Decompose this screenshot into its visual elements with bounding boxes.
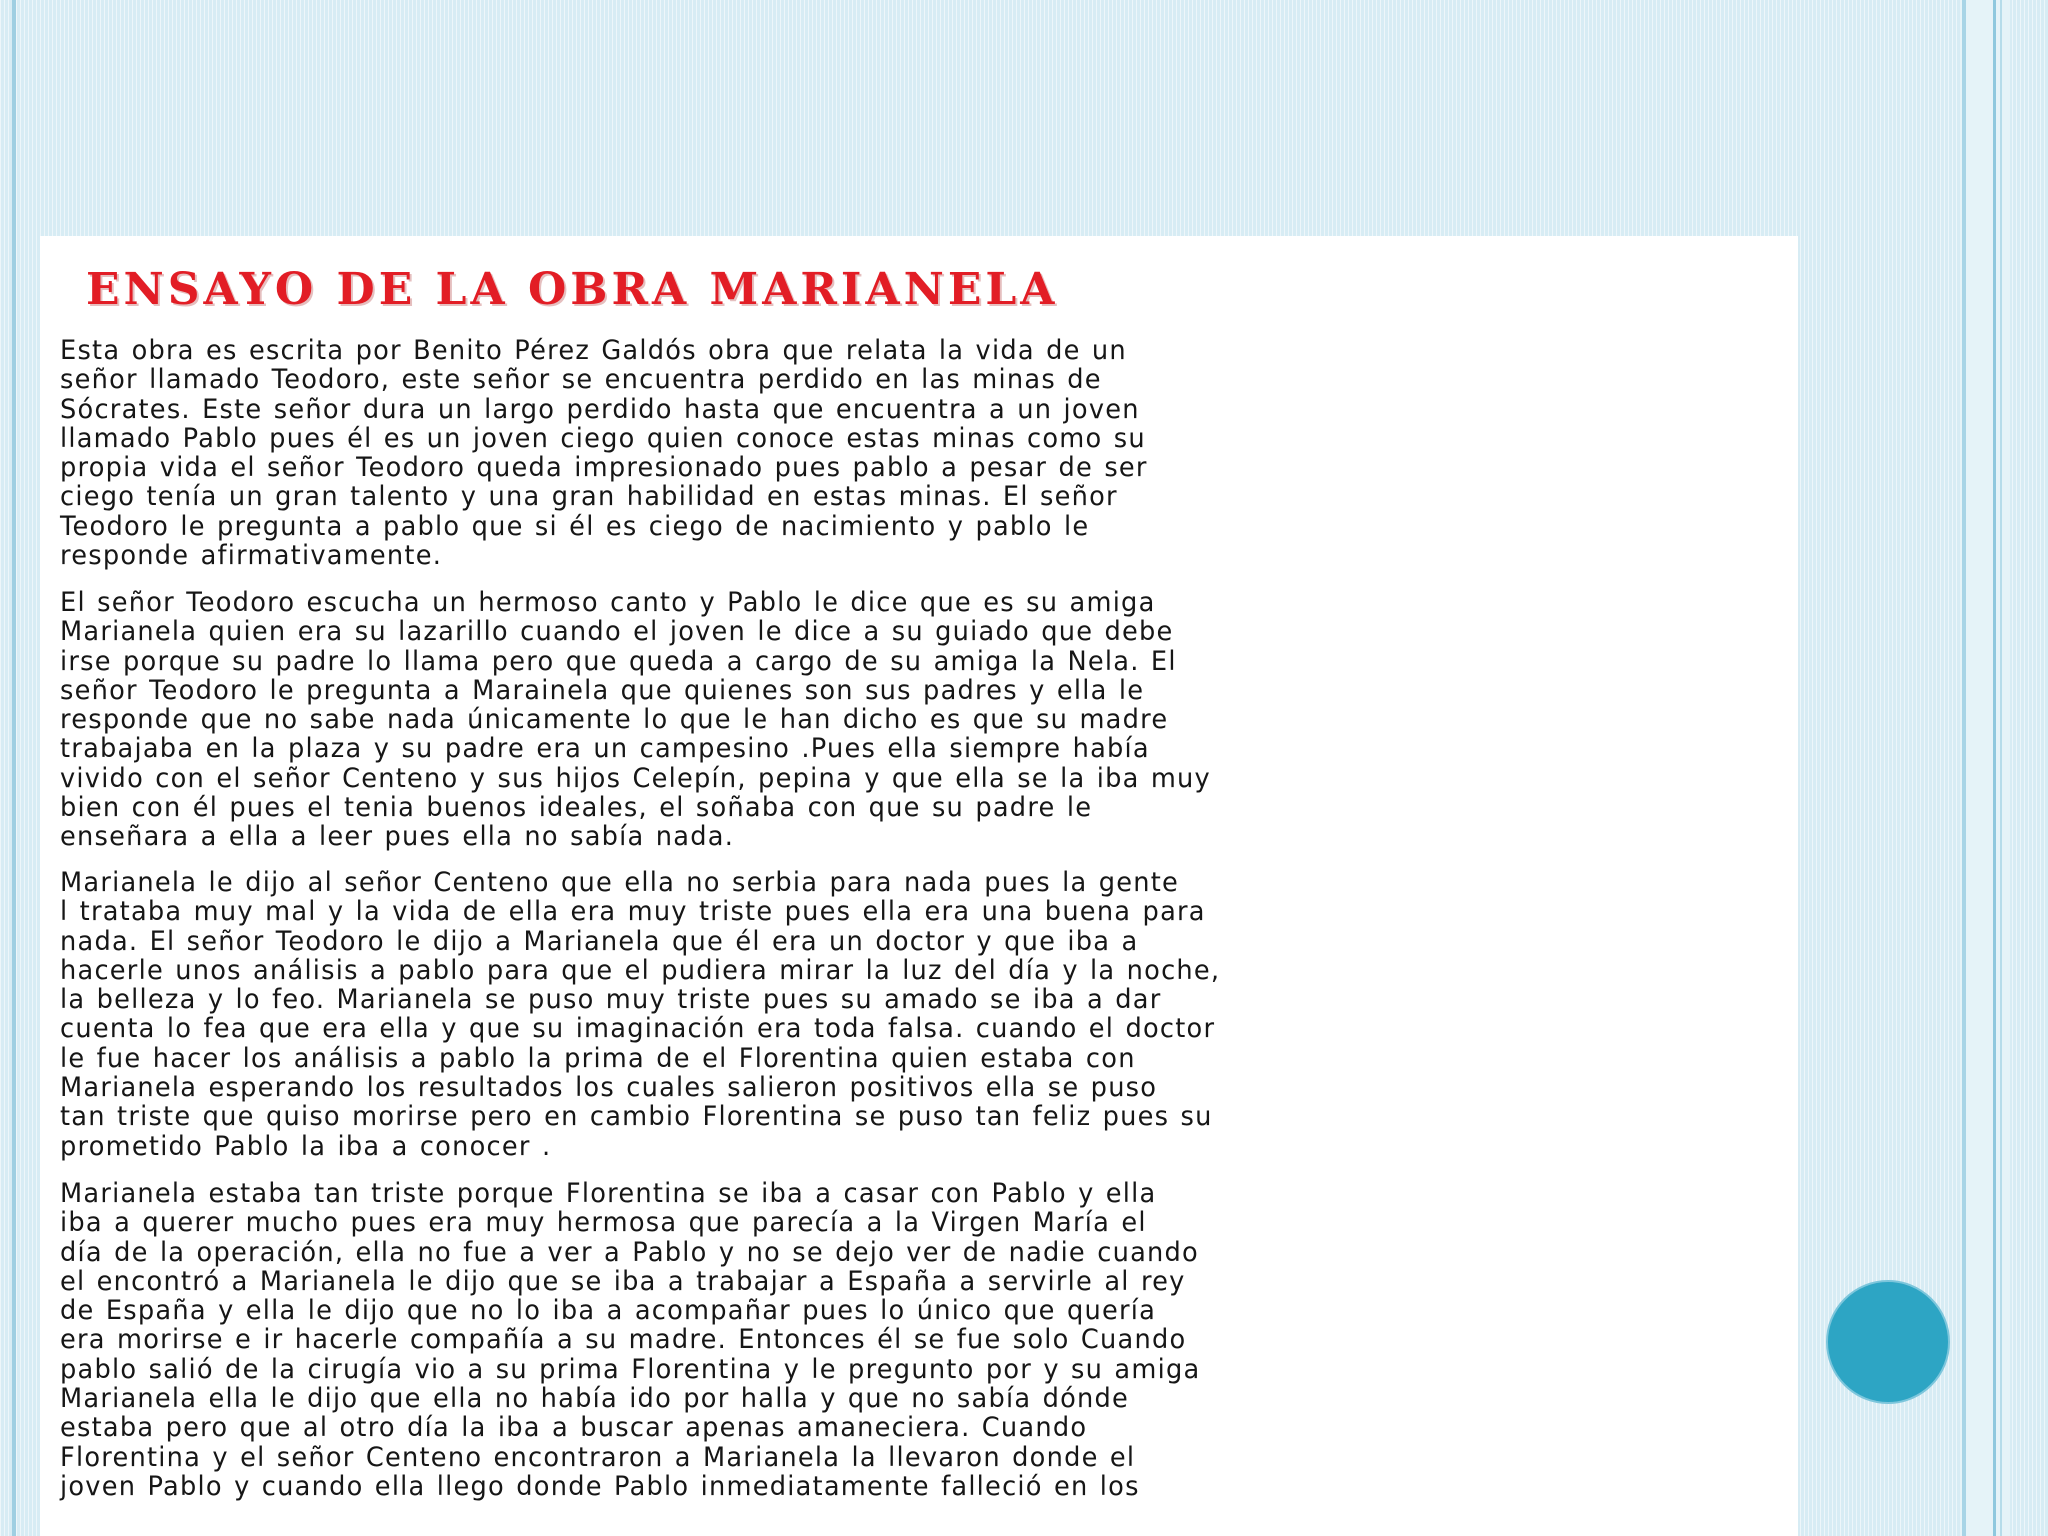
text-line: estaba pero que al otro día la iba a buscar apenas amaneciera. Cuando: [60, 1412, 1088, 1444]
text-line: señor llamado Teodoro, este señor se encuentra perdido en las minas de: [60, 364, 1102, 396]
text-line: llamado Pablo pues él es un joven ciego quien conoce estas minas como su: [60, 422, 1146, 454]
text-line: la belleza y lo feo. Marianela se puso muy triste pues su amado se iba a dar: [60, 984, 1162, 1016]
text-line: enseñara a ella a leer pues ella no sabía nada.: [60, 821, 735, 853]
document-image: [40, 236, 1798, 1536]
text-line: bien con él pues el tenia buenos ideales, el soñaba con que su padre le: [60, 792, 1093, 824]
right-frame-line: [1993, 0, 1996, 1536]
text-line: El señor Teodoro escucha un hermoso canto y Pablo le dice que es su amiga: [60, 587, 1156, 618]
text-line: propia vida el señor Teodoro queda impresionado pues pablo a pesar de ser: [60, 452, 1148, 484]
text-line: señor Teodoro le pregunta a Marainela que quienes son sus padres y ella le: [60, 674, 1145, 706]
text-line: responde afirmativamente.: [60, 540, 443, 572]
text-line: el encontró a Marianela le dijo que se iba a trabajar a España a servirle al rey: [60, 1265, 1186, 1297]
text-line: hacerle unos análisis a pablo para que el pudiera mirar la luz del día y la noche,: [60, 954, 1221, 986]
text-line: joven Pablo y cuando ella llego donde Pablo inmediatamente falleció en los: [60, 1470, 1140, 1502]
text-line: iba a querer mucho pues era muy hermosa que parecía a la Virgen María el: [60, 1207, 1147, 1239]
text-line: irse porque su padre lo llama pero que queda a cargo de su amiga la Nela. El: [60, 645, 1177, 677]
text-line: Marianela esperando los resultados los cuales salieron positivos ella se puso: [60, 1072, 1158, 1104]
text-line: Florentina y el señor Centeno encontraron a Marianela la llevaron donde el: [60, 1441, 1136, 1473]
paragraph: [60, 588, 1761, 852]
text-line: Marianela le dijo al señor Centeno que ella no serbia para nada pues la gente: [60, 867, 1180, 898]
text-line: era morirse e ir hacerle compañía a su madre. Entonces él se fue solo Cuando: [60, 1324, 1187, 1356]
paragraph: [60, 336, 1761, 570]
text-line: Marianela ella le dijo que ella no había ido por halla y que no sabía dónde: [60, 1383, 1130, 1415]
decorative-circle: [1826, 1280, 1950, 1404]
text-line: día de la operación, ella no fue a ver a Pablo y no se dejo ver de nadie cuando: [60, 1236, 1199, 1268]
text-line: responde que no sabe nada únicamente lo que le han dicho es que su madre: [60, 704, 1169, 736]
text-line: tan triste que quiso morirse pero en cambio Florentina se puso tan feliz pues su: [60, 1101, 1213, 1133]
text-line: Marianela quien era su lazarillo cuando el joven le dice a su guiado que debe: [60, 616, 1174, 648]
text-line: l trataba muy mal y la vida de ella era muy triste pues ella era una buena para: [60, 896, 1206, 928]
text-line: le fue hacer los análisis a pablo la prima de el Florentina quien estaba con: [60, 1042, 1136, 1074]
text-line: cuenta lo fea que era ella y que su imaginación era toda falsa. cuando el doctor: [60, 1013, 1216, 1045]
text-line: nada. El señor Teodoro le dijo a Marianela que él era un doctor y que iba a: [60, 925, 1139, 957]
text-line: Marianela estaba tan triste porque Florentina se iba a casar con Pablo y ella: [60, 1178, 1157, 1209]
left-frame-line: [12, 0, 16, 1536]
text-line: ciego tenía un gran talento y una gran habilidad en estas minas. El señor: [60, 481, 1118, 513]
paragraph: [60, 868, 1761, 1161]
right-frame-line: [1962, 0, 1966, 1536]
text-line: de España y ella le dijo que no lo iba a acompañar pues lo único que quería: [60, 1295, 1157, 1327]
document-title: ENSAYO DE LA OBRA MARIANELA: [86, 264, 1059, 315]
right-frame-band: [1960, 0, 2010, 1536]
text-line: Sócrates. Este señor dura un largo perdido hasta que encuentra a un joven: [60, 393, 1140, 425]
right-frame-line: [2000, 0, 2002, 1536]
text-line: prometido Pablo la iba a conocer .: [60, 1130, 552, 1162]
text-line: trabajaba en la plaza y su padre era un campesino .Pues ella siempre había: [60, 733, 1150, 765]
text-line: Esta obra es escrita por Benito Pérez Galdós obra que relata la vida de un: [60, 335, 1127, 366]
text-line: vivido con el señor Centeno y sus hijos Celepín, pepina y que ella se la iba muy: [60, 762, 1211, 794]
text-line: pablo salió de la cirugía vio a su prima Florentina y le pregunto por y su amiga: [60, 1353, 1201, 1385]
paragraph: [60, 1179, 1761, 1501]
text-line: Teodoro le pregunta a pablo que si él es ciego de nacimiento y pablo le: [60, 510, 1090, 542]
